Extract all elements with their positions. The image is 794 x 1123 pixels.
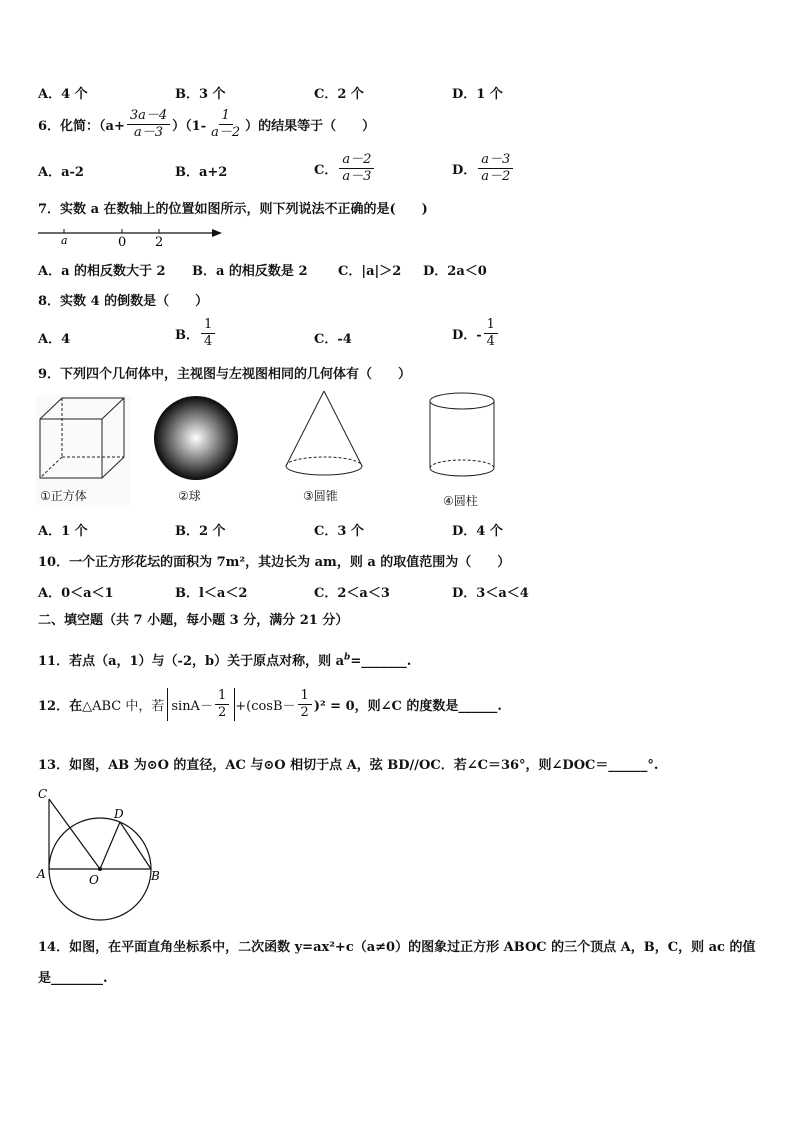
q12-abs-value xyxy=(167,688,235,721)
q6-optd-num: a－3 xyxy=(478,152,513,169)
cone-figure xyxy=(282,388,372,488)
q9-option-d: D．4 个 xyxy=(452,524,503,539)
q8-option-c: C．-4 xyxy=(314,332,352,347)
q8-option-a: A．4 xyxy=(38,332,71,347)
q8-options xyxy=(38,317,754,355)
q7-option-c: C．|a|＞2 xyxy=(338,264,402,279)
q6-fraction-2 xyxy=(208,108,243,141)
q6-option-d xyxy=(452,152,515,185)
axis-label-0: 0 xyxy=(118,235,127,250)
q8-optb-den: 4 xyxy=(204,334,213,349)
q5-option-d: D．1 个 xyxy=(452,87,503,102)
q6-prefix: 6．化简：（a+ xyxy=(38,119,125,134)
q6-option-b: B．a+2 xyxy=(175,165,228,180)
q8-optd-den: 4 xyxy=(486,334,495,349)
q12-triangle: △ABC 中，若 xyxy=(82,699,165,714)
q6-frac1-den: a－3 xyxy=(134,125,164,140)
q13-figure xyxy=(34,782,164,922)
q14-line2: 是________. xyxy=(38,971,108,986)
cone-label: ③圆锥 xyxy=(303,489,338,503)
cylinder-figure xyxy=(427,390,503,490)
q5-options xyxy=(38,83,754,105)
q6-frac1-num: 3a－4 xyxy=(127,108,170,125)
q10-options xyxy=(38,582,754,604)
q6-option-c-label: C． xyxy=(314,163,338,178)
q7-stem: 7．实数 a 在数轴上的位置如图所示，则下列说法不正确的是( ) xyxy=(38,202,428,217)
q11-text: 11．若点（a，1）与（-2，b）关于原点对称，则 a xyxy=(38,654,345,669)
q12-frac-num: 1 xyxy=(215,688,229,705)
q6-suffix: ）的结果等于（ ） xyxy=(245,119,376,134)
q8-stem: 8．实数 4 的倒数是（ ） xyxy=(38,294,209,309)
q12-expr1: sinA－ xyxy=(171,699,213,714)
q6-frac2-num: 1 xyxy=(219,108,233,125)
q11-sup: b xyxy=(344,652,351,663)
q13-stem: 13．如图，AB 为⊙O 的直径，AC 与⊙O 相切于点 A，弦 BD//OC．若∠C＝36°，则∠DOC＝______°. xyxy=(38,758,659,773)
q9-option-c: C．3 个 xyxy=(314,524,364,539)
q10-option-c: C．2＜a＜3 xyxy=(314,586,390,601)
q5-option-b: B．3 个 xyxy=(175,87,226,102)
q10-option-d: D．3＜a＜4 xyxy=(452,586,529,601)
q13-label-c: C xyxy=(38,787,48,801)
q9-option-a: A．1 个 xyxy=(38,524,88,539)
q12-expr3: )² = 0，则∠C 的度数是______. xyxy=(313,699,502,714)
q13-label-o: O xyxy=(89,873,99,887)
q12-expr2: +(cosB－ xyxy=(235,699,296,714)
q10-stem: 10．一个正方形花坛的面积为 7m²，其边长为 am，则 a 的取值范围为（ ） xyxy=(38,555,511,570)
q6-options xyxy=(38,152,754,188)
q6-stem xyxy=(38,108,375,141)
q6-fraction-1 xyxy=(127,108,170,141)
axis-label-a: a xyxy=(61,234,68,247)
axis-label-2: 2 xyxy=(155,235,164,250)
q12-prefix: 12．在 xyxy=(38,699,83,714)
q8-option-b xyxy=(175,317,217,350)
q7-option-d: D．2a＜0 xyxy=(423,264,487,279)
q8-option-d-label: D．- xyxy=(452,328,482,343)
q8-optb-num: 1 xyxy=(201,317,215,334)
q5-option-c: C．2 个 xyxy=(314,87,364,102)
q7-option-b: B．a 的相反数是 2 xyxy=(192,264,308,279)
q6-optd-den: a－2 xyxy=(481,169,511,184)
q9-options xyxy=(38,520,754,542)
q10-option-b: B．l＜a＜2 xyxy=(175,586,248,601)
q8-option-b-label: B． xyxy=(175,328,199,343)
q12-frac2-den: 2 xyxy=(300,705,309,720)
q6-mid: ）（1- xyxy=(172,119,207,134)
cylinder-label: ④圆柱 xyxy=(443,494,478,508)
q13-label-a: A xyxy=(37,867,46,881)
sphere-figure xyxy=(150,392,246,488)
q6-option-c xyxy=(314,152,376,185)
cube-label: ①正方体 xyxy=(40,489,87,503)
sphere-label: ②球 xyxy=(178,489,201,503)
q7-number-line xyxy=(36,222,226,250)
q6-option-a: A．a-2 xyxy=(38,165,84,180)
q11-stem xyxy=(38,650,411,669)
q6-option-d-label: D． xyxy=(452,163,477,178)
q13-label-d: D xyxy=(114,807,124,821)
q9-stem: 9．下列四个几何体中，主视图与左视图相同的几何体有（ ） xyxy=(38,367,412,382)
q12-frac2-num: 1 xyxy=(298,688,312,705)
q12-frac-den: 2 xyxy=(217,705,227,720)
q12-stem xyxy=(38,688,502,721)
q8-option-d xyxy=(452,317,500,350)
q6-optc-num: a－2 xyxy=(339,152,374,169)
q11-tail: =_______. xyxy=(350,654,412,669)
section2-heading: 二、填空题（共 7 小题，每小题 3 分，满分 21 分） xyxy=(38,613,349,628)
q14-line1: 14．如图，在平面直角坐标系中，二次函数 y=ax²+c（a≠0）的图象过正方形 ABOC 的三个顶点 A，B，C，则 ac 的值 xyxy=(38,940,756,955)
q9-option-b: B．2 个 xyxy=(175,524,226,539)
q7-options xyxy=(38,260,754,282)
q10-option-a: A．0＜a＜1 xyxy=(38,586,114,601)
q6-optc-den: a－3 xyxy=(342,169,372,184)
q13-label-b: B xyxy=(151,869,160,883)
q6-frac2-den: a－2 xyxy=(211,125,241,140)
q7-option-a: A．a 的相反数大于 2 xyxy=(38,264,166,279)
q5-option-a: A．4 个 xyxy=(38,87,88,102)
q8-optd-num: 1 xyxy=(484,317,498,334)
